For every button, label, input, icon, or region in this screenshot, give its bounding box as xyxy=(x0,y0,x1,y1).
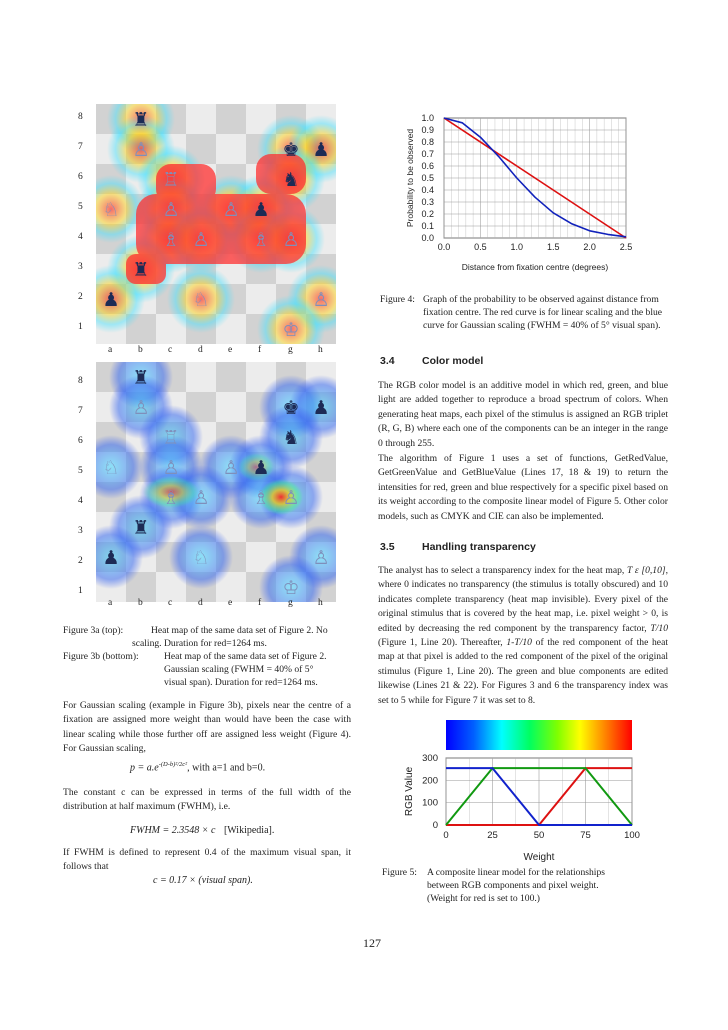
fig3a-caption-label: Figure 3a (top): xyxy=(63,625,124,636)
equation-gaussian xyxy=(130,761,350,773)
y-tick-label: 0.9 xyxy=(421,125,434,135)
file-label: d xyxy=(198,345,203,355)
chess-piece: ♙ xyxy=(282,487,300,509)
chess-piece: ♚ xyxy=(282,397,300,419)
chess-piece: ♖ xyxy=(162,169,180,191)
y-tick-label: 0.7 xyxy=(421,149,434,159)
fig3b-caption-label: Figure 3b (bottom): xyxy=(63,651,139,662)
sec35-text-d: T/10 xyxy=(650,622,668,634)
y-tick-label: 0.0 xyxy=(421,233,434,243)
fig4-chart xyxy=(404,110,644,280)
rank-label: 3 xyxy=(78,262,83,272)
chess-piece: ♟ xyxy=(252,457,270,479)
rank-label: 6 xyxy=(78,172,83,182)
sec35-text-c: , where 0 indicates no transparency (the stimulus is totally obscured) and 10 indicates complete transparency (heat map invisible). Every pixel of the original stimulus that is covered by the heat map, i.e. pixel weight > 0, is edited by decreasing the red component by the transparency factor, xyxy=(378,565,669,634)
chess-piece: ♗ xyxy=(252,487,270,509)
y-tick-label: 200 xyxy=(422,775,438,787)
chess-piece: ♖ xyxy=(162,427,180,449)
x-tick-label: 0 xyxy=(443,830,449,841)
x-tick-label: 0.0 xyxy=(437,242,451,252)
section-3-5-paragraph xyxy=(378,564,668,708)
file-label: a xyxy=(108,598,113,608)
section-3-5-number: 3.5 xyxy=(380,541,395,553)
y-tick-label: 0.6 xyxy=(421,161,434,171)
sec35-text-b: T ε [0,10] xyxy=(627,565,666,576)
chess-piece: ♙ xyxy=(192,229,210,251)
x-tick-label: 0.5 xyxy=(474,242,487,252)
chess-piece: ♗ xyxy=(162,229,180,251)
section-3-4-paragraph-2: The algorithm of Figure 1 uses a set of functions, GetRedValue, GetGreenValue and GetBlueValue (Lines 17, 18 & 19) to return the intensities for red, green and blue respectively for a specific pixel based on its weight according to the composite linear model of Figure 5. Other color models, such as CMYK and CIE can also be implemented. xyxy=(378,453,668,522)
fig5-caption xyxy=(382,866,668,905)
fig3a-heatmap-board xyxy=(96,104,336,344)
chess-piece: ♗ xyxy=(252,229,270,251)
page-number: 127 xyxy=(363,936,381,950)
chess-piece: ♙ xyxy=(192,487,210,509)
fig5-caption-text-2: between RGB components and pixel weight. xyxy=(427,880,599,891)
fig5-caption-label: Figure 5: xyxy=(382,867,417,878)
chess-piece: ♘ xyxy=(192,289,210,311)
fig3b-file-labels xyxy=(96,598,336,612)
x-tick-label: 1.5 xyxy=(546,242,560,252)
chess-piece: ♙ xyxy=(312,289,330,311)
fig5-chart xyxy=(400,752,650,864)
file-label: c xyxy=(168,598,173,608)
rank-label: 2 xyxy=(78,292,83,302)
x-axis-label: Weight xyxy=(523,852,555,863)
fig3-caption xyxy=(63,624,353,689)
section-3-5-title: Handling transparency xyxy=(422,541,536,553)
file-label: h xyxy=(318,345,323,355)
chess-piece: ♔ xyxy=(282,577,300,599)
equation-fwhm xyxy=(130,825,350,836)
section-3-4-paragraph-1: The RGB color model is an additive model in which red, green, and blue light are added together to reproduce a broad spectrum of colors. When generating heat maps, each pixel of the stimulus is assigned an RGB triplet (R, G, B) where each one of the components can be an integer in the range 0 through 255. xyxy=(378,380,668,449)
y-tick-label: 0.2 xyxy=(421,209,434,219)
left-paragraph-1: For Gaussian scaling (example in Figure 3b), pixels near the centre of a fixation are assigned more weight than would have been the case with linear scaling while those further off are assigned less weight (Figure 4). For Gaussian scaling, xyxy=(63,700,351,755)
file-label: a xyxy=(108,345,113,355)
sec35-text-g: of the red component of the heat map at that pixel is added to the red component of the pixel of the original stimulus (Figure 1, Line 20). The green and blue components are edited likewise (Lines 21 & 22). For Figures 3 and 6 the transparency index was set to 5 while for Figure 7 it was set to 8. xyxy=(378,637,668,706)
chess-piece: ♟ xyxy=(102,547,120,569)
fig3a-rank-labels xyxy=(78,108,96,348)
fig5-caption-text-1: A composite linear model for the relationships xyxy=(427,867,605,878)
chess-piece: ♘ xyxy=(102,457,120,479)
chess-piece: ♙ xyxy=(312,547,330,569)
y-tick-label: 0.5 xyxy=(421,173,434,183)
chess-piece: ♜ xyxy=(132,367,150,389)
section-3-4-number: 3.4 xyxy=(380,355,395,367)
file-label: f xyxy=(258,345,262,355)
file-label: g xyxy=(288,598,293,608)
fig3b-caption-text-2: Gaussian scaling (FWHM = 40% of 5° xyxy=(164,664,314,675)
file-label: g xyxy=(288,345,293,355)
left-paragraph-2: The constant c can be expressed in terms of the full width of the distribution at half maximum (FWHM), i.e. xyxy=(63,787,351,813)
x-tick-label: 100 xyxy=(624,830,640,841)
chess-piece: ♘ xyxy=(192,547,210,569)
rank-label: 8 xyxy=(78,112,83,122)
file-label: e xyxy=(228,345,233,355)
fig3b-rank-labels xyxy=(78,368,96,608)
fig3a-caption-text: Heat map of the same data set of Figure 2. No xyxy=(151,625,328,636)
rank-label: 5 xyxy=(78,466,83,476)
sec35-text-f: 1-T/10 xyxy=(506,637,532,649)
sec35-text-e: (Figure 1, Line 20). Thereafter, xyxy=(378,637,507,649)
file-label: f xyxy=(258,598,262,608)
fig3a-file-labels xyxy=(96,345,336,359)
chess-piece: ♙ xyxy=(222,457,240,479)
section-3-5-heading xyxy=(380,541,668,553)
fig3b-heatmap-board xyxy=(96,362,336,602)
chess-piece: ♟ xyxy=(252,199,270,221)
x-tick-label: 75 xyxy=(580,830,591,841)
chess-piece: ♗ xyxy=(162,487,180,509)
fig4-caption xyxy=(380,293,668,332)
rank-label: 4 xyxy=(78,232,83,242)
file-label: d xyxy=(198,598,203,608)
eq2-reference: [Wikipedia]. xyxy=(223,825,275,836)
x-tick-label: 50 xyxy=(533,830,545,841)
file-label: b xyxy=(138,345,143,355)
rank-label: 4 xyxy=(78,496,83,506)
rank-label: 1 xyxy=(78,322,83,332)
chess-piece: ♙ xyxy=(162,199,180,221)
chess-piece: ♟ xyxy=(312,139,330,161)
chess-piece: ♔ xyxy=(282,319,300,341)
left-paragraph-3: If FWHM is defined to represent 0.4 of the maximum visual span, it follows that xyxy=(63,847,351,873)
fig5-spectrum-bar xyxy=(446,720,632,750)
y-tick-label: 0.4 xyxy=(421,185,434,195)
rank-label: 5 xyxy=(78,202,83,212)
chess-piece: ♟ xyxy=(102,289,120,311)
x-axis-label: Distance from fixation centre (degrees) xyxy=(461,262,609,272)
chess-piece: ♞ xyxy=(282,169,300,191)
chess-piece: ♘ xyxy=(102,199,120,221)
rank-label: 2 xyxy=(78,556,83,566)
fig3a-caption-text-2: scaling. Duration for red=1264 ms. xyxy=(132,638,267,649)
eq2-text: FWHM = 2.3548 × c xyxy=(130,825,216,836)
file-label: c xyxy=(168,345,173,355)
file-label: e xyxy=(228,598,233,608)
y-tick-label: 0.8 xyxy=(421,137,434,147)
chess-piece: ♜ xyxy=(132,109,150,131)
y-tick-label: 100 xyxy=(422,797,438,809)
file-label: h xyxy=(318,598,323,608)
x-tick-label: 2.5 xyxy=(619,242,633,252)
fig4-caption-text: Graph of the probability to be observed against distance from fixation centre. The red curve is for linear scaling and the blue curve for Gaussian scaling (FWHM = 40% of 5° visual span). xyxy=(423,294,663,331)
section-3-4-title: Color model xyxy=(422,355,484,367)
chess-piece: ♙ xyxy=(132,139,150,161)
chess-piece: ♞ xyxy=(282,427,300,449)
x-tick-label: 1.0 xyxy=(510,242,524,252)
y-axis-label: RGB Value xyxy=(404,766,415,817)
eq1-lhs: p = a.e xyxy=(130,762,159,774)
fig4-caption-label: Figure 4: xyxy=(380,294,415,305)
y-tick-label: 0.3 xyxy=(421,197,434,207)
chess-piece: ♟ xyxy=(312,397,330,419)
chess-piece: ♚ xyxy=(282,139,300,161)
chess-piece: ♙ xyxy=(282,229,300,251)
y-axis-label: Probability to be observed xyxy=(405,128,415,228)
chess-piece: ♜ xyxy=(132,517,150,539)
rank-label: 1 xyxy=(78,586,83,596)
y-tick-label: 300 xyxy=(422,753,438,764)
rank-label: 3 xyxy=(78,526,83,536)
equation-c: c = 0.17 × (visual span). xyxy=(153,875,253,886)
y-tick-label: 0 xyxy=(432,820,438,831)
sec35-text-a: The analyst has to select a transparency index for the heat map, xyxy=(378,565,627,576)
section-3-4-heading xyxy=(380,355,668,367)
x-tick-label: 25 xyxy=(487,830,498,841)
y-tick-label: 0.1 xyxy=(421,221,434,231)
rank-label: 7 xyxy=(78,406,83,416)
fig3b-caption-text: Heat map of the same data set of Figure 2. xyxy=(164,651,327,662)
file-label: b xyxy=(138,598,143,608)
chess-piece: ♜ xyxy=(132,259,150,281)
x-tick-label: 2.0 xyxy=(583,242,596,252)
fig5-caption-text-3: (Weight for red is set to 100.) xyxy=(427,893,540,904)
y-tick-label: 1.0 xyxy=(421,113,434,123)
rank-label: 6 xyxy=(78,436,83,446)
chess-piece: ♙ xyxy=(132,397,150,419)
eq1-rest: , with a=1 and b=0. xyxy=(187,762,266,774)
rank-label: 8 xyxy=(78,376,83,386)
chess-piece: ♙ xyxy=(162,457,180,479)
eq1-exponent: -(D-b)²/2c² xyxy=(158,761,188,768)
chess-piece: ♙ xyxy=(222,199,240,221)
fig3b-caption-text-3: visual span). Duration for red=1264 ms. xyxy=(164,677,318,688)
rank-label: 7 xyxy=(78,142,83,152)
